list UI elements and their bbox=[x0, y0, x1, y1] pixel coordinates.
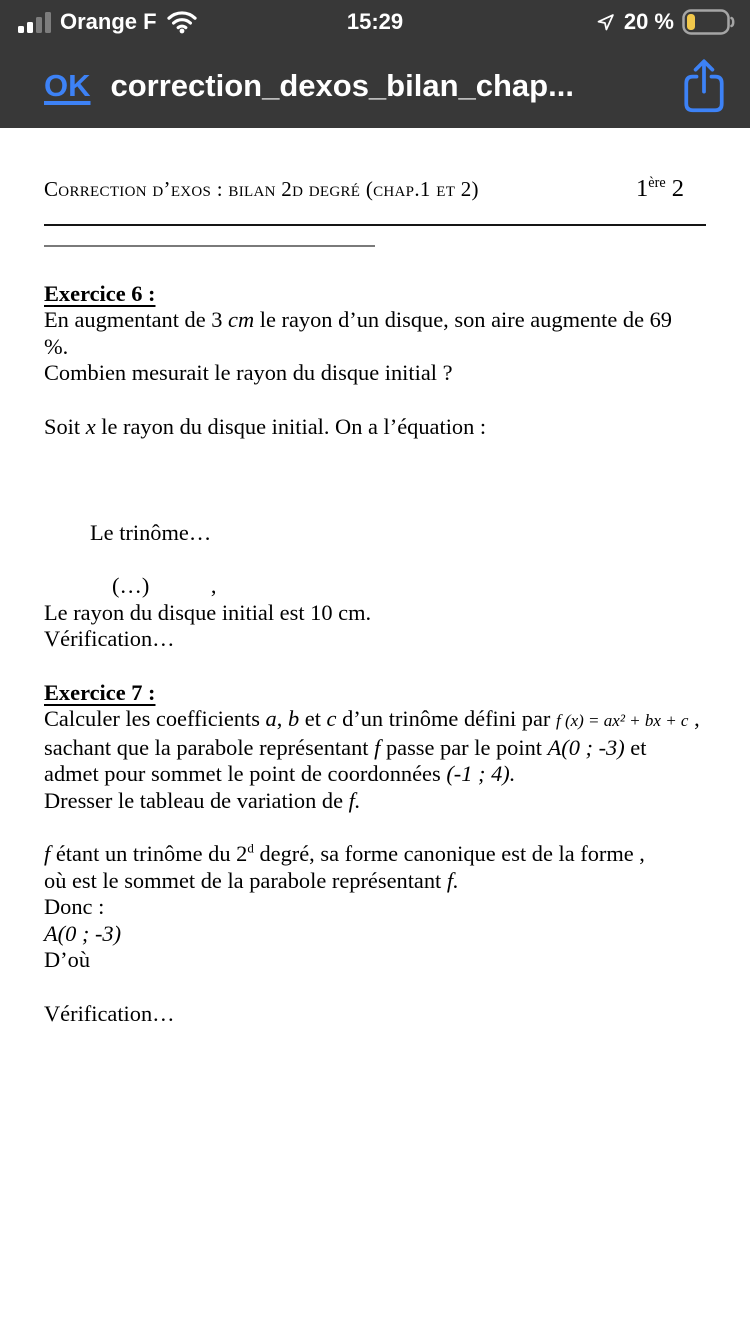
cellular-signal-icon bbox=[18, 12, 51, 33]
horizontal-rule bbox=[44, 224, 706, 226]
ok-button[interactable]: OK bbox=[44, 68, 91, 103]
doc-header-title: Correction d’exos : bilan 2d degré (chap.1 et 2) bbox=[44, 177, 479, 201]
doc-line: A(0 ; -3) bbox=[44, 920, 122, 946]
doc-line: Vérification… bbox=[44, 626, 175, 652]
battery-fill bbox=[687, 14, 695, 30]
exercice-6-heading: Exercice 6 : bbox=[44, 280, 156, 306]
doc-line: Combien mesurait le rayon du disque initial ? bbox=[44, 360, 453, 386]
doc-line: admet pour sommet le point de coordonnées (-1 ; 4). bbox=[44, 761, 516, 787]
battery-percent-label: 20 % bbox=[623, 9, 674, 34]
doc-line: où est le sommet de la parabole représentant f. bbox=[44, 867, 459, 893]
underscore-line bbox=[44, 245, 375, 247]
battery-icon bbox=[682, 8, 736, 36]
blank-line bbox=[44, 653, 706, 680]
status-bar bbox=[0, 0, 750, 44]
carrier-label: Orange F bbox=[60, 9, 157, 34]
doc-line: D’où bbox=[44, 947, 91, 973]
doc-line: Vérification… bbox=[44, 1000, 175, 1026]
doc-line: Soit x le rayon du disque initial. On a l’équation : bbox=[44, 413, 487, 439]
status-right-cluster bbox=[595, 8, 736, 36]
doc-line: %. bbox=[44, 333, 69, 359]
doc-line: En augmentant de 3 cm le rayon d’un disque, son aire augmente de 69 bbox=[44, 307, 672, 333]
doc-header-class-label: 1ère 2 bbox=[636, 174, 684, 202]
doc-line: Donc : bbox=[44, 894, 105, 920]
doc-line: Le trinôme… bbox=[90, 519, 212, 545]
wifi-icon bbox=[166, 10, 198, 34]
doc-line: f étant un trinôme du 2$^d$ degré, sa forme canonique est de la forme , bbox=[44, 840, 645, 867]
blank-line bbox=[44, 974, 706, 1001]
doc-line: Calculer les coefficients a, b et c d’un trinôme défini par f (x) = ax² + bx + c , bbox=[44, 706, 700, 732]
blank-line bbox=[44, 440, 706, 520]
document-content bbox=[44, 175, 706, 1027]
share-button[interactable] bbox=[680, 58, 728, 114]
location-arrow-icon bbox=[595, 12, 616, 33]
top-chrome bbox=[0, 0, 750, 128]
clock: 15:29 bbox=[346, 9, 404, 34]
blank-line bbox=[44, 814, 706, 841]
exercice-7-heading: Exercice 7 : bbox=[44, 679, 156, 705]
doc-line: sachant que la parabole représentant f passe par le point A(0 ; -3) et bbox=[44, 734, 647, 760]
blank-line bbox=[44, 387, 706, 414]
blank-line bbox=[44, 254, 706, 281]
share-icon bbox=[680, 58, 728, 114]
status-left-cluster bbox=[18, 9, 198, 35]
document-title: correction_dexos_bilan_chap... bbox=[110, 68, 574, 103]
doc-line: (…) , bbox=[112, 573, 217, 599]
document-page[interactable] bbox=[0, 128, 750, 1027]
doc-line: Le rayon du disque initial est 10 cm. bbox=[44, 599, 372, 625]
doc-line: Dresser le tableau de variation de f. bbox=[44, 787, 361, 813]
nav-bar bbox=[0, 44, 750, 128]
doc-header bbox=[44, 175, 706, 203]
blank-line bbox=[44, 547, 706, 574]
